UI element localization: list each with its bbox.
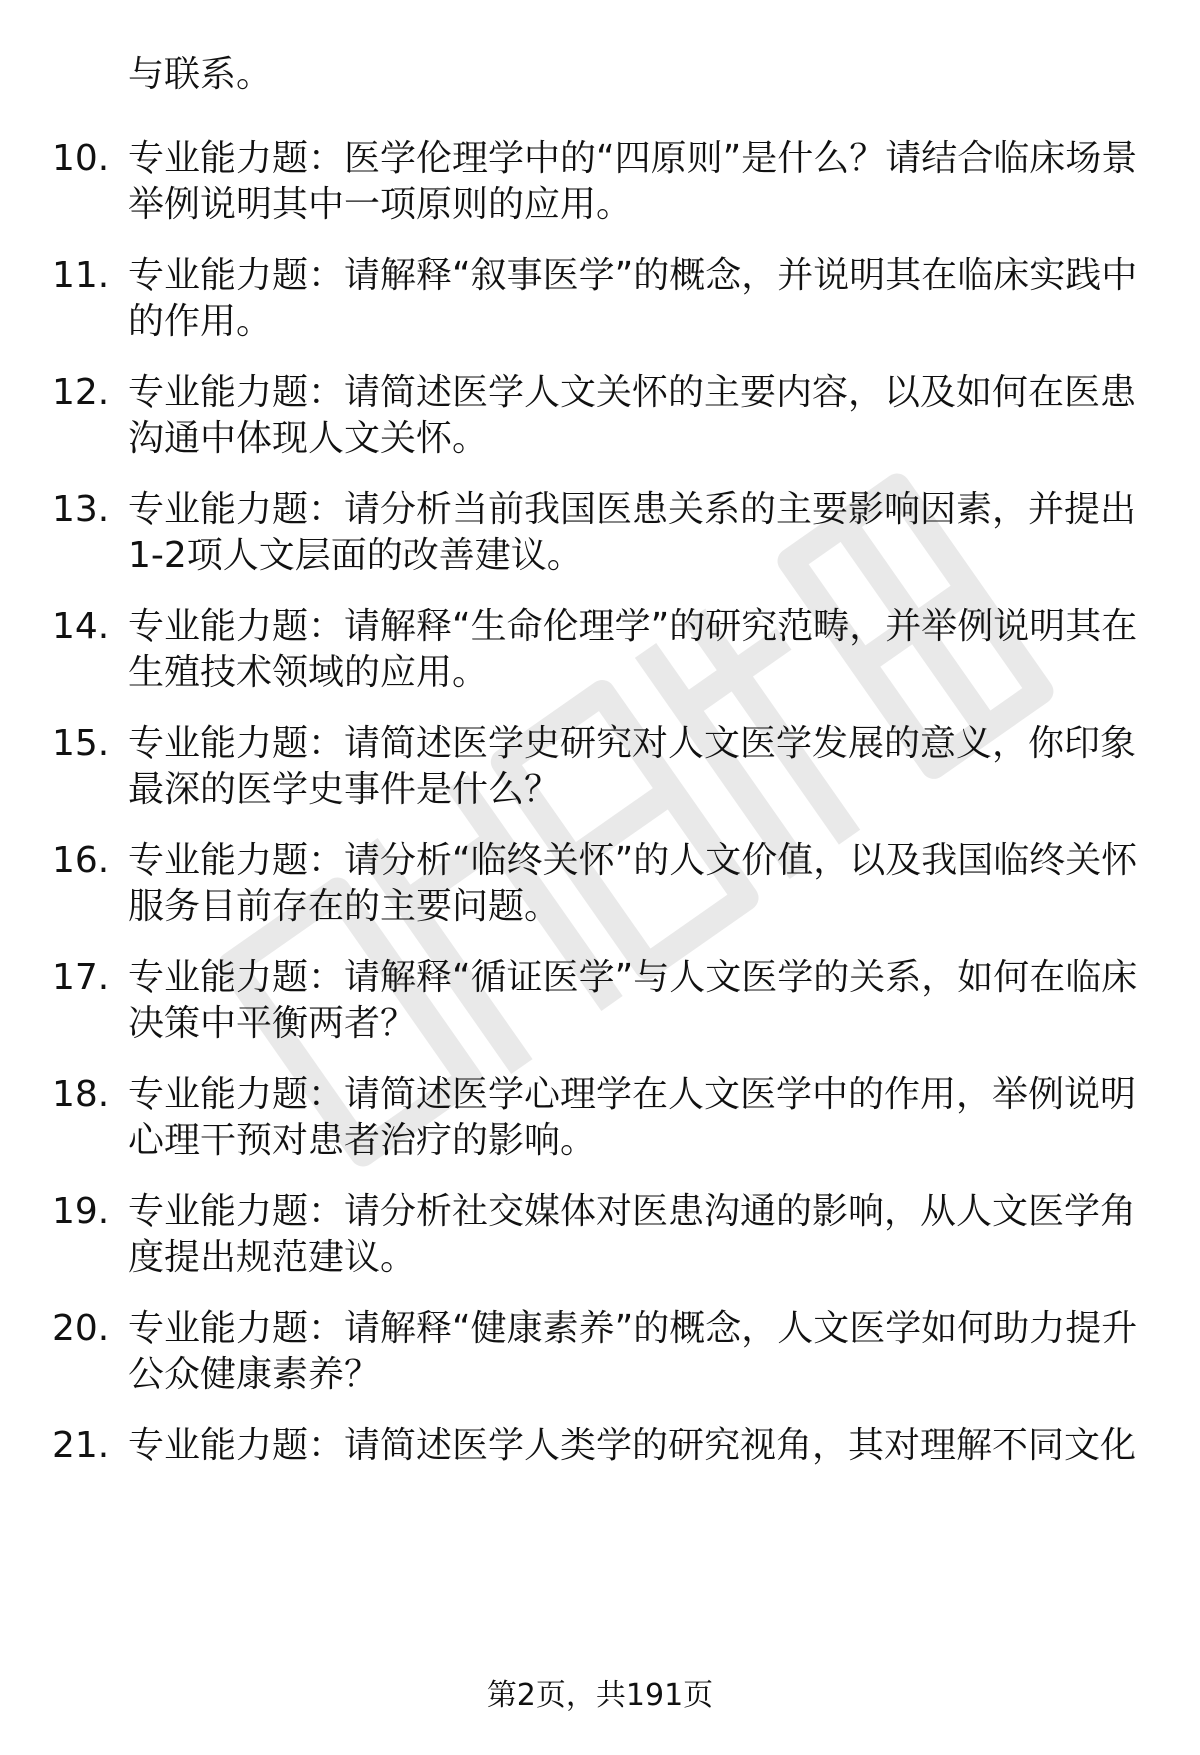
question-text: 专业能力题：请简述医学人文关怀的主要内容，以及如何在医患沟通中体现人文关怀。 — [128, 372, 1137, 459]
continuation-text: 与联系。 — [128, 54, 273, 95]
question-text: 专业能力题：医学伦理学中的“四原则”是什么？请结合临床场景举例说明其中一项原则的应用。 — [128, 138, 1138, 225]
question-number: 15. — [52, 723, 110, 764]
question-text: 专业能力题：请分析当前我国医患关系的主要影响因素，并提出1-2项人文层面的改善建议。 — [128, 489, 1137, 576]
question-text: 专业能力题：请解释“循证医学”与人文医学的关系，如何在临床决策中平衡两者？ — [128, 957, 1138, 1044]
question-number: 10. — [52, 138, 110, 179]
question-number: 14. — [52, 606, 110, 647]
page-footer: 第2页，共191页 — [486, 1678, 714, 1713]
question-text: 专业能力题：请分析“临终关怀”的人文价值，以及我国临终关怀服务目前存在的主要问题。 — [128, 840, 1138, 927]
question-text: 专业能力题：请解释“健康素养”的概念，人文医学如何助力提升公众健康素养？ — [128, 1308, 1138, 1395]
question-number: 12. — [52, 372, 110, 413]
question-text: 专业能力题：请分析社交媒体对医患沟通的影响，从人文医学角度提出规范建议。 — [128, 1191, 1137, 1278]
question-text: 专业能力题：请简述医学史研究对人文医学发展的意义，你印象最深的医学史事件是什么？ — [128, 723, 1137, 810]
question-text: 专业能力题：请简述医学人类学的研究视角，其对理解不同文化 — [128, 1425, 1137, 1466]
question-number: 16. — [52, 840, 110, 881]
question-number: 19. — [52, 1191, 110, 1232]
question-number: 17. — [52, 957, 110, 998]
question-number: 21. — [52, 1425, 110, 1466]
question-number: 13. — [52, 489, 110, 530]
question-text: 专业能力题：请解释“生命伦理学”的研究范畴，并举例说明其在生殖技术领域的应用。 — [128, 606, 1138, 693]
question-number: 20. — [52, 1308, 110, 1349]
question-text: 专业能力题：请简述医学心理学在人文医学中的作用，举例说明心理干预对患者治疗的影响。 — [128, 1074, 1137, 1161]
question-number: 11. — [52, 255, 110, 296]
question-number: 18. — [52, 1074, 110, 1115]
question-text: 专业能力题：请解释“叙事医学”的概念，并说明其在临床实践中的作用。 — [128, 255, 1138, 342]
